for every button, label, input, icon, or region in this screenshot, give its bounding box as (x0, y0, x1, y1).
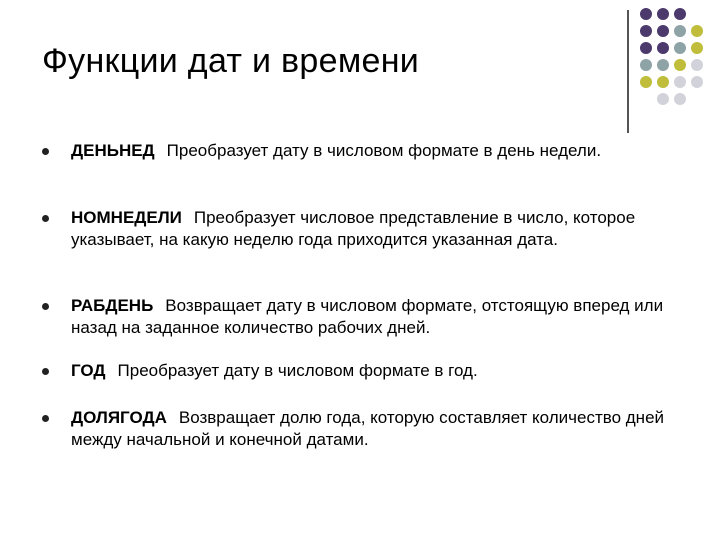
decor-dot (640, 76, 652, 88)
decor-dot (657, 76, 669, 88)
function-name: РАБДЕНЬ (71, 296, 154, 315)
bullet-icon (42, 215, 49, 222)
decor-dot (674, 76, 686, 88)
decor-dot (640, 25, 652, 37)
bullet-icon (42, 415, 49, 422)
decorative-dot-grid (640, 8, 712, 118)
decor-dot (691, 25, 703, 37)
decorative-divider-line (627, 10, 629, 133)
function-description: Преобразует дату в числовом формате в день недели. (166, 141, 602, 160)
function-name: ГОД (71, 361, 106, 380)
decor-dot (674, 25, 686, 37)
decor-dot (657, 25, 669, 37)
decor-dot (640, 8, 652, 20)
slide-title: Функции дат и времени (42, 42, 420, 80)
decor-dot (674, 59, 686, 71)
decor-dot (657, 93, 669, 105)
function-description: Преобразует числовое представление в число, которое указывает, на какую неделю года приходится указанная дата. (71, 208, 636, 249)
decor-dot (674, 93, 686, 105)
bullet-icon (42, 148, 49, 155)
function-name: ДЕНЬНЕД (71, 141, 155, 160)
decor-dot (674, 8, 686, 20)
decor-dot (691, 42, 703, 54)
decor-dot (691, 59, 703, 71)
function-name: НОМНЕДЕЛИ (71, 208, 182, 227)
function-description: Преобразует дату в числовом формате в год. (117, 361, 478, 380)
decor-dot (640, 42, 652, 54)
function-description: Возвращает дату в числовом формате, отстоящую вперед или назад на заданное количество рабочих дней. (71, 296, 664, 337)
decor-dot (640, 59, 652, 71)
decor-dot (691, 76, 703, 88)
decor-dot (657, 8, 669, 20)
decor-dot (657, 59, 669, 71)
decor-dot (674, 42, 686, 54)
function-description: Возвращает долю года, которую составляет количество дней между начальной и конечной датами. (71, 408, 665, 449)
function-name: ДОЛЯГОДА (71, 408, 167, 427)
bullet-icon (42, 303, 49, 310)
decor-dot (657, 42, 669, 54)
bullet-icon (42, 368, 49, 375)
